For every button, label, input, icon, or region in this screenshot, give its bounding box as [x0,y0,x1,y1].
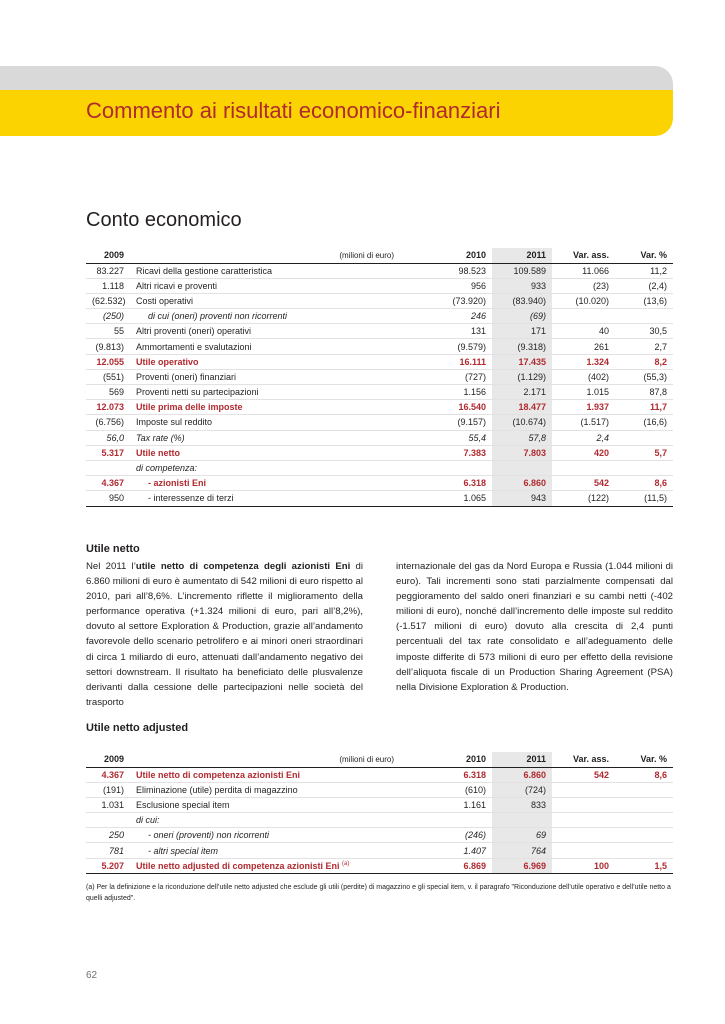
cell-2010: (73.920) [400,293,492,308]
cell-var-pct [615,309,673,324]
cell-label: - azionisti Eni [130,476,400,491]
header-2010: 2010 [400,752,492,767]
cell-label: Altri proventi (oneri) operativi [130,324,400,339]
cell-2009: (551) [86,369,130,384]
cell-label: Imposte sul reddito [130,415,400,430]
cell-2009: 56,0 [86,430,130,445]
adjusted-heading: Utile netto adjusted [86,722,189,734]
cell-2010: 7.383 [400,445,492,460]
table-header-row [86,248,673,263]
cell-2009: 1.031 [86,797,130,812]
text-run: Nel 2011 l’ [86,561,136,572]
cell-2010: 1.156 [400,385,492,400]
cell-2009: 250 [86,828,130,843]
table-row [86,324,673,339]
cell-2009: (250) [86,309,130,324]
table-row [86,828,673,843]
cell-label: di cui (oneri) proventi non ricorrenti [130,309,400,324]
cell-label: Utile operativo [130,354,400,369]
cell-2009: 12.055 [86,354,130,369]
cell-label: Costi operativi [130,293,400,308]
header-var-ass: Var. ass. [552,248,615,263]
cell-var-ass [552,782,615,797]
cell-var-ass: 420 [552,445,615,460]
cell-var-pct [615,797,673,812]
cell-var-ass: (1.517) [552,415,615,430]
cell-2010: (610) [400,782,492,797]
cell-label: Proventi (oneri) finanziari [130,369,400,384]
cell-2011: 764 [492,843,552,858]
cell-2010: 1.065 [400,491,492,506]
cell-2010: 956 [400,278,492,293]
cell-var-ass: 261 [552,339,615,354]
cell-var-ass [552,309,615,324]
cell-2010: 6.869 [400,858,492,873]
cell-var-ass: (10.020) [552,293,615,308]
header-2009: 2009 [86,752,130,767]
cell-var-pct [615,460,673,475]
table-row [86,813,673,828]
table-row [86,263,673,278]
cell-var-pct [615,782,673,797]
cell-2011: 7.803 [492,445,552,460]
cell-label: Eliminazione (utile) perdita di magazzino [130,782,400,797]
cell-var-pct [615,828,673,843]
cell-label: Utile netto [130,445,400,460]
cell-2011: (9.318) [492,339,552,354]
table-row [86,430,673,445]
cell-var-pct: (55,3) [615,369,673,384]
cell-2009: 781 [86,843,130,858]
cell-2009: 4.367 [86,476,130,491]
cell-2009: 1.118 [86,278,130,293]
page-number: 62 [86,970,98,981]
cell-label: Proventi netti su partecipazioni [130,385,400,400]
cell-var-pct: 8,6 [615,476,673,491]
cell-var-ass: (122) [552,491,615,506]
table-row [86,400,673,415]
table-row [86,369,673,384]
table-header-row [86,752,673,767]
header-unit: (milioni di euro) [130,752,400,767]
cell-2010: 6.318 [400,476,492,491]
cell-2009: 5.317 [86,445,130,460]
table-row [86,415,673,430]
cell-2009: 950 [86,491,130,506]
text-run: di 6.860 milioni di euro è aumentato di 542 milioni di euro rispetto al 2010, pari all’8,6%. L’incremento riflette il miglioramento della performance operativa (+1.324 milioni di euro, pari all’8,2%), dovuto al settore Exploration & Production, grazie all’andamento favorevole dello scenario petrolifero e ai minori oneri straordinari di circa 1 miliardo di euro, attenuati dall’andamento negativo dei settori downstream. Il risultato ha beneficiato delle plusvalenze derivanti dalla cessione delle partecipazioni nelle società del trasporto [86,561,363,708]
cell-2010: 16.111 [400,354,492,369]
cell-2011: 57,8 [492,430,552,445]
income-statement-table [86,248,673,507]
cell-var-pct: 1,5 [615,858,673,873]
header-2009: 2009 [86,248,130,263]
adjusted-table [86,752,673,874]
header-var-pct: Var. % [615,752,673,767]
cell-var-pct: (13,6) [615,293,673,308]
cell-2009: 83.227 [86,263,130,278]
table-row [86,278,673,293]
cell-var-ass [552,813,615,828]
cell-var-ass [552,797,615,812]
table-row [86,385,673,400]
cell-label: Utile prima delle imposte [130,400,400,415]
cell-2011: 6.860 [492,767,552,782]
cell-label: di cui: [130,813,400,828]
cell-2011: (1.129) [492,369,552,384]
cell-2009: 569 [86,385,130,400]
table-row [86,460,673,475]
cell-label: - oneri (proventi) non ricorrenti [130,828,400,843]
cell-2009: (6.756) [86,415,130,430]
cell-2010: 98.523 [400,263,492,278]
table-row [86,782,673,797]
cell-label: di competenza: [130,460,400,475]
cell-var-ass: 40 [552,324,615,339]
cell-label: Utile netto di competenza azionisti Eni [130,767,400,782]
cell-label-text: Utile netto adjusted di competenza azionisti Eni [136,860,340,871]
cell-var-ass: 2,4 [552,430,615,445]
cell-label: - altri special item [130,843,400,858]
cell-2010: 1.161 [400,797,492,812]
cell-var-pct [615,813,673,828]
cell-var-pct [615,430,673,445]
cell-var-ass: 1.324 [552,354,615,369]
cell-label: Ammortamenti e svalutazioni [130,339,400,354]
cell-2010 [400,813,492,828]
cell-var-pct: 2,7 [615,339,673,354]
table-row [86,445,673,460]
table-row [86,354,673,369]
cell-2010: 6.318 [400,767,492,782]
cell-2011 [492,460,552,475]
cell-label: Tax rate (%) [130,430,400,445]
cell-var-pct: (11,5) [615,491,673,506]
cell-var-ass: (23) [552,278,615,293]
cell-2011: 171 [492,324,552,339]
cell-label: Altri ricavi e proventi [130,278,400,293]
cell-var-ass: (402) [552,369,615,384]
chapter-title: Commento ai risultati economico-finanziari [86,98,501,123]
cell-label: Esclusione special item [130,797,400,812]
cell-2010: 55,4 [400,430,492,445]
table-row [86,797,673,812]
cell-var-ass: 1.937 [552,400,615,415]
utile-netto-heading: Utile netto [86,543,140,555]
cell-var-pct: (16,6) [615,415,673,430]
cell-var-pct: 11,2 [615,263,673,278]
cell-2011: 833 [492,797,552,812]
cell-2010: (9.157) [400,415,492,430]
cell-var-pct: 11,7 [615,400,673,415]
cell-2011: 109.589 [492,263,552,278]
cell-2010 [400,460,492,475]
header-2011: 2011 [492,752,552,767]
cell-2009: (9.813) [86,339,130,354]
table-row [86,339,673,354]
utile-netto-text-right: internazionale del gas da Nord Europa e Russia (1.044 milioni di euro). Tali incrementi sono stati parzialmente compensati dal peggioramento del saldo oneri finanziari e su cambi netti (-402 milioni di euro), nonché dall’incremento delle imposte sul reddito (-1.517 milioni di euro) dovuto alla crescita di 2,4 punti percentuali del tax rate consolidato e all’adeguamento delle imposte differite di 573 milioni di euro per effetto della revisione dell’aliquota fiscale di un Production Sharing Agreement (PSA) nella Divisione Exploration & Production. [396,561,673,693]
cell-var-ass: 100 [552,858,615,873]
cell-2009: (62.532) [86,293,130,308]
cell-var-ass: 1.015 [552,385,615,400]
cell-2011 [492,813,552,828]
header-2011: 2011 [492,248,552,263]
cell-2009 [86,813,130,828]
cell-var-ass: 542 [552,767,615,782]
cell-2011: 18.477 [492,400,552,415]
utile-netto-text-left [86,559,363,710]
cell-var-pct: 8,2 [615,354,673,369]
cell-2011: 17.435 [492,354,552,369]
cell-2009: 5.207 [86,858,130,873]
header-var-pct: Var. % [615,248,673,263]
header-unit: (milioni di euro) [130,248,400,263]
cell-var-ass: 11.066 [552,263,615,278]
cell-2010: (246) [400,828,492,843]
table-row [86,767,673,782]
section-title: Conto economico [86,209,242,231]
cell-2009 [86,460,130,475]
cell-2011: (69) [492,309,552,324]
cell-2010: 1.407 [400,843,492,858]
cell-2010: (727) [400,369,492,384]
cell-label: Ricavi della gestione caratteristica [130,263,400,278]
table-row [86,491,673,506]
table-row [86,843,673,858]
table-row [86,309,673,324]
cell-2010: 131 [400,324,492,339]
cell-var-pct: 8,6 [615,767,673,782]
cell-2011: 6.860 [492,476,552,491]
cell-2009: 55 [86,324,130,339]
header-var-ass: Var. ass. [552,752,615,767]
cell-var-ass [552,828,615,843]
cell-2011: 69 [492,828,552,843]
header-band-grey [0,66,673,90]
cell-var-pct: 87,8 [615,385,673,400]
header-2010: 2010 [400,248,492,263]
cell-2011: 6.969 [492,858,552,873]
table-row [86,293,673,308]
cell-2011: 933 [492,278,552,293]
cell-var-pct: 5,7 [615,445,673,460]
cell-var-pct: (2,4) [615,278,673,293]
cell-2010: (9.579) [400,339,492,354]
cell-2010: 16.540 [400,400,492,415]
cell-2011: (724) [492,782,552,797]
cell-label [130,858,400,873]
footnote: (a) Per la definizione e la riconduzione dell’utile netto adjusted che esclude gli utili (perdite) di magazzino e gli special item, v. il paragrafo "Riconduzione dell’utile operativo e dell’utile netto a quelli adjusted". [86,884,671,902]
cell-2009: 4.367 [86,767,130,782]
cell-var-pct: 30,5 [615,324,673,339]
cell-2011: 943 [492,491,552,506]
cell-2009: (191) [86,782,130,797]
footnote-marker: (a) [342,860,350,867]
cell-2009: 12.073 [86,400,130,415]
cell-var-pct [615,843,673,858]
cell-2010: 246 [400,309,492,324]
cell-var-ass: 542 [552,476,615,491]
cell-2011: (83.940) [492,293,552,308]
text-run-bold: utile netto di competenza degli azionisti Eni [135,561,351,572]
cell-label: - interessenze di terzi [130,491,400,506]
cell-var-ass [552,460,615,475]
cell-2011: 2.171 [492,385,552,400]
cell-var-ass [552,843,615,858]
cell-2011: (10.674) [492,415,552,430]
table-row [86,858,673,873]
table-row [86,476,673,491]
